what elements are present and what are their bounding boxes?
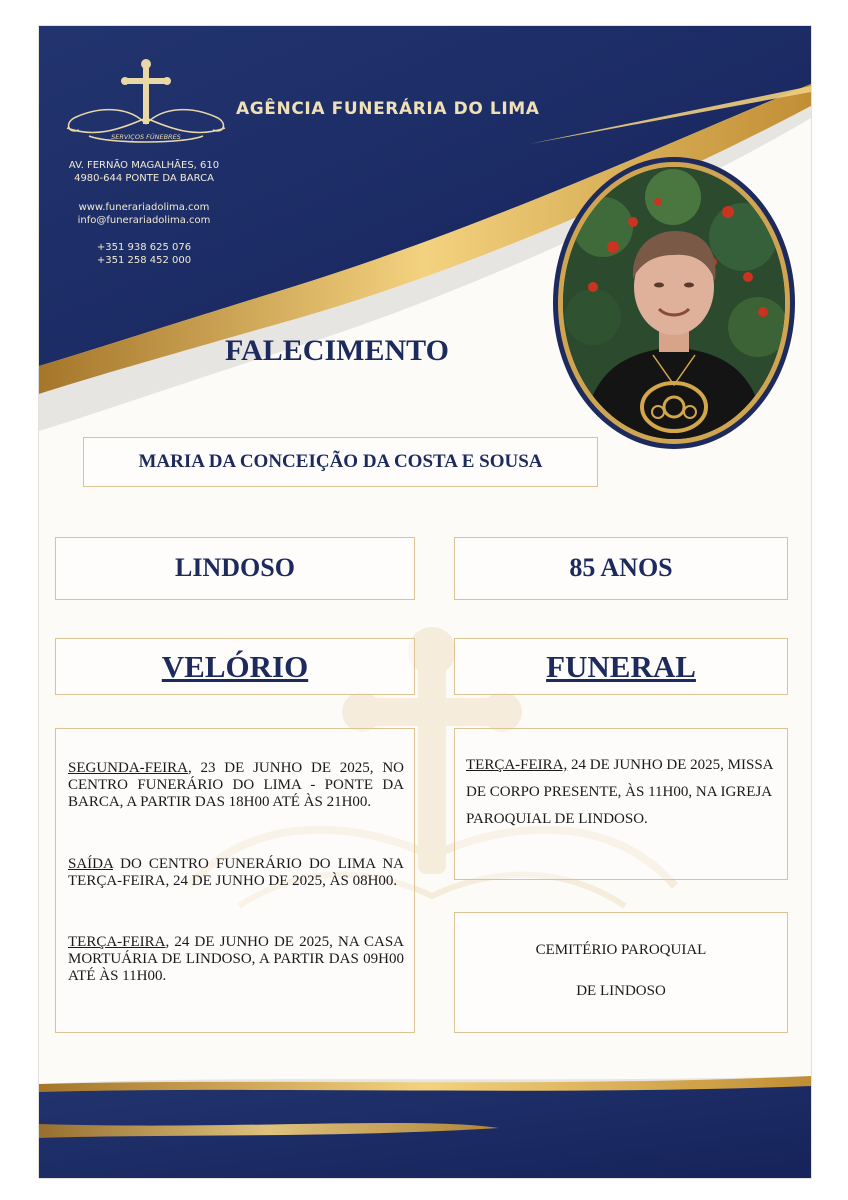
velorio-paragraph-1: SEGUNDA-FEIRA, 23 DE JUNHO DE 2025, NO CENTRO FUNERÁRIO DO LIMA - PONTE DA BARCA, A PARTIR DAS 18H00 ATÉ ÀS 21H00. <box>68 760 404 810</box>
deceased-name-box <box>83 437 598 487</box>
funeral-details-box <box>454 728 788 880</box>
notice-heading: FALECIMENTO <box>225 334 449 367</box>
address-line-2: 4980-644 PONTE DA BARCA <box>74 173 214 184</box>
phone-1: +351 938 625 076 <box>96 242 192 253</box>
funeral-day: TERÇA-FEIRA, <box>466 757 568 773</box>
cemetery-line-2: DE LINDOSO <box>576 983 666 999</box>
funeral-paragraph: TERÇA-FEIRA, 24 DE JUNHO DE 2025, MISSA DE CORPO PRESENTE, ÀS 11H00, NA IGREJA PAROQUIAL DE LINDOSO. <box>466 757 773 827</box>
velorio-details-box <box>55 728 415 1033</box>
velorio-paragraph-3: TERÇA-FEIRA, 24 DE JUNHO DE 2025, NA CASA MORTUÁRIA DE LINDOSO, A PARTIR DAS 09H00 ATÉ ÀS 11H00. <box>68 934 404 984</box>
deceased-name: MARIA DA CONCEIÇÃO DA COSTA E SOUSA <box>138 451 543 472</box>
logo-subtitle: SERVIÇOS FÚNEBRES <box>111 133 181 141</box>
obituary-poster <box>38 25 812 1179</box>
velorio-paragraph-2: SAÍDA DO CENTRO FUNERÁRIO DO LIMA NA TERÇA-FEIRA, 24 DE JUNHO DE 2025, ÀS 08H00. <box>68 856 404 889</box>
agency-contacts <box>39 201 249 227</box>
velorio-day-2: TERÇA-FEIRA <box>68 934 166 950</box>
cemetery-box <box>454 912 788 1033</box>
funeral-title: FUNERAL <box>546 649 696 684</box>
email-link[interactable]: info@funerariadolima.com <box>77 215 211 226</box>
phone-2: +351 258 452 000 <box>96 255 192 266</box>
agency-address <box>39 159 249 185</box>
age-box <box>454 537 788 600</box>
location-box <box>55 537 415 600</box>
cemetery-line-1: CEMITÉRIO PAROQUIAL <box>535 942 707 958</box>
velorio-saida-label: SAÍDA <box>68 856 114 872</box>
velorio-title-box <box>55 638 415 695</box>
location-text: LINDOSO <box>175 553 295 582</box>
deceased-photo <box>563 167 785 439</box>
agency-phones <box>39 241 249 267</box>
velorio-day-1: SEGUNDA-FEIRA <box>68 760 188 776</box>
agency-name: AGÊNCIA FUNERÁRIA DO LIMA <box>236 99 540 119</box>
address-line-1: AV. FERNÃO MAGALHÃES, 610 <box>68 160 220 171</box>
velorio-title: VELÓRIO <box>161 649 309 684</box>
age-text: 85 ANOS <box>569 553 673 582</box>
website-link[interactable]: www.funerariadolima.com <box>78 202 210 213</box>
funeral-title-box <box>454 638 788 695</box>
